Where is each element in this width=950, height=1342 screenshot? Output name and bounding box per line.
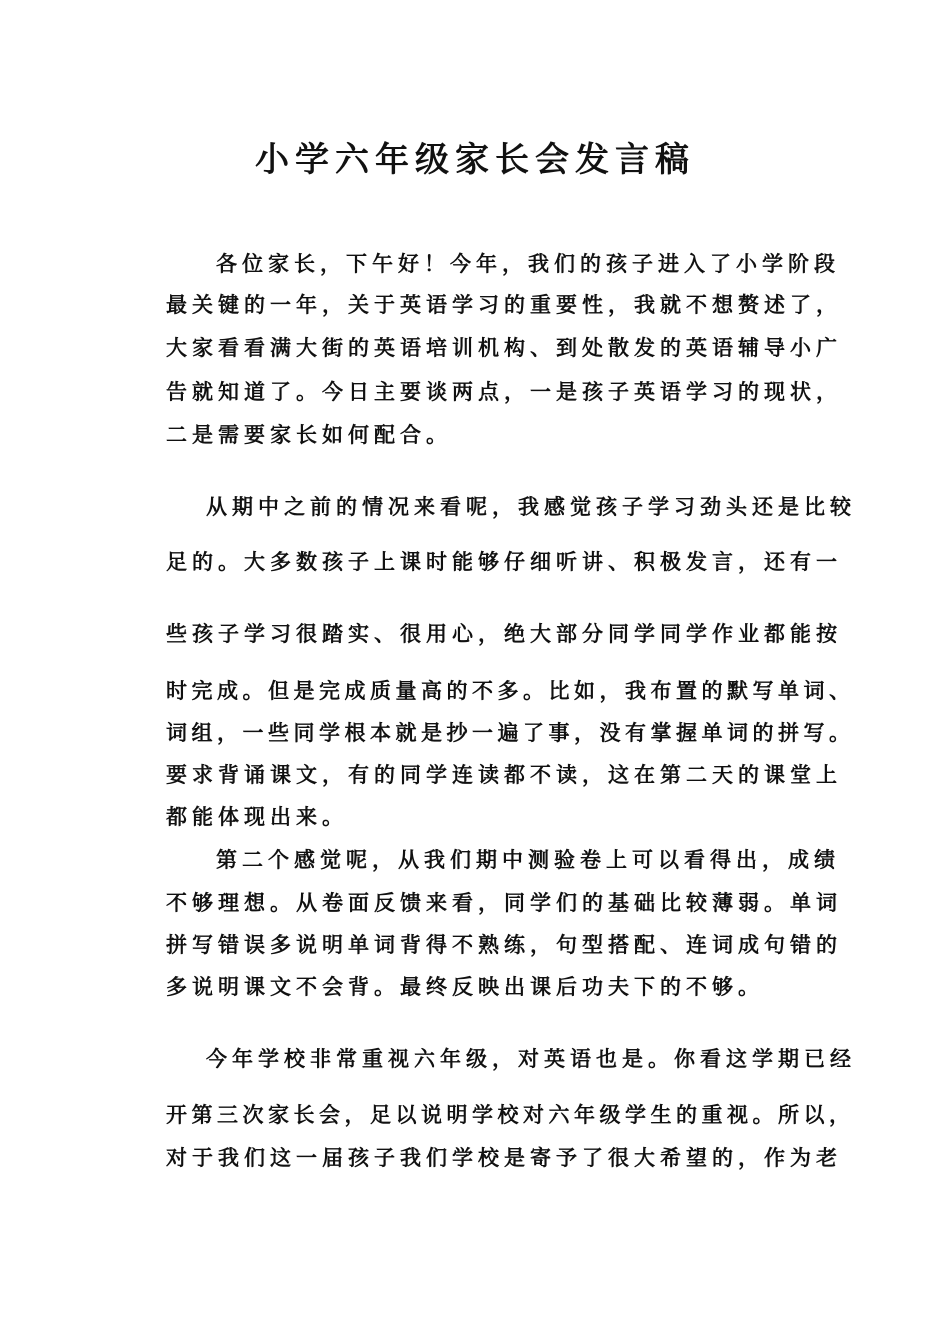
paragraph-line: 要求背诵课文，有的同学连读都不读，这在第二天的课堂上 — [166, 762, 842, 787]
paragraph-line: 从期中之前的情况来看呢，我感觉孩子学习劲头还是比较 — [206, 494, 856, 519]
paragraph-line: 第二个感觉呢，从我们期中测验卷上可以看得出，成绩 — [216, 847, 840, 872]
paragraph-line: 对于我们这一届孩子我们学校是寄予了很大希望的，作为老 — [166, 1145, 842, 1170]
document-title: 小学六年级家长会发言稿 — [255, 140, 695, 180]
paragraph-line: 不够理想。从卷面反馈来看，同学们的基础比较薄弱。单词 — [166, 890, 842, 915]
paragraph-line: 多说明课文不会背。最终反映出课后功夫下的不够。 — [166, 974, 764, 999]
paragraph-line: 都能体现出来。 — [166, 804, 348, 829]
paragraph-line: 些孩子学习很踏实、很用心，绝大部分同学同学作业都能按 — [166, 621, 842, 646]
paragraph-line: 各位家长，下午好！今年，我们的孩子进入了小学阶段 — [216, 251, 840, 276]
paragraph-line: 大家看看满大街的英语培训机构、到处散发的英语辅导小广 — [166, 335, 842, 360]
paragraph-line: 二是需要家长如何配合。 — [166, 422, 452, 447]
paragraph-line: 时完成。但是完成质量高的不多。比如，我布置的默写单词、 — [166, 678, 855, 703]
paragraph-line: 开第三次家长会，足以说明学校对六年级学生的重视。所以， — [166, 1102, 855, 1127]
paragraph-line: 拼写错误多说明单词背得不熟练，句型搭配、连词成句错的 — [166, 932, 842, 957]
paragraph-line: 告就知道了。今日主要谈两点，一是孩子英语学习的现状， — [166, 379, 842, 404]
paragraph-line: 词组，一些同学根本就是抄一遍了事，没有掌握单词的拼写。 — [166, 720, 855, 745]
paragraph-line: 足的。大多数孩子上课时能够仔细听讲、积极发言，还有一 — [166, 549, 842, 574]
paragraph-line: 最关键的一年，关于英语学习的重要性，我就不想赘述了， — [166, 292, 842, 317]
paragraph-line: 今年学校非常重视六年级，对英语也是。你看这学期已经 — [206, 1046, 856, 1071]
